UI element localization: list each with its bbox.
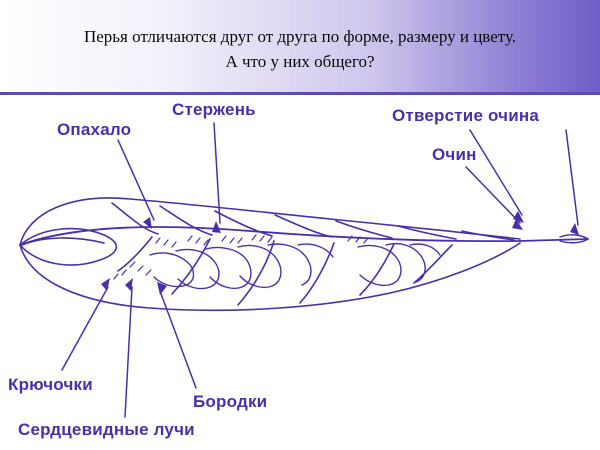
leader-otverstie-2 xyxy=(566,130,578,225)
slide-title xyxy=(0,24,600,74)
slide-title-line-2: А что у них общего? xyxy=(225,52,375,71)
barb-upper-2 xyxy=(160,206,212,235)
label-otverstie-ochina: Отверстие очина xyxy=(392,106,540,125)
barb-upper-5 xyxy=(336,221,392,238)
leader-otverstie xyxy=(470,130,522,215)
vane-upper-outline xyxy=(20,198,520,245)
feather-illustration xyxy=(0,95,600,450)
label-sterzhen: Стержень xyxy=(172,100,256,119)
label-opahalo: Опахало xyxy=(57,120,132,139)
feather-base-crease xyxy=(22,238,104,245)
label-serdcevidnye-luchi: Сердцевидные лучи xyxy=(18,420,195,439)
label-ochin: Очин xyxy=(432,145,477,164)
barb-upper-1 xyxy=(112,203,158,234)
label-borodki: Бородки xyxy=(193,392,268,411)
leader-borodki xyxy=(160,291,196,388)
leader-opahalo xyxy=(118,140,154,220)
barb-lower-5 xyxy=(360,244,394,295)
barb-lower-1 xyxy=(118,237,152,271)
barb-upper-6 xyxy=(398,226,456,239)
hooklet-ticks xyxy=(114,235,368,279)
arrow-kryuchochki xyxy=(101,278,110,291)
leader-ochin xyxy=(466,167,520,223)
barb-upper-7 xyxy=(462,231,514,240)
feather-diagram xyxy=(0,95,600,450)
label-kryuchochki: Крючочки xyxy=(8,375,93,394)
leader-kryuchochki xyxy=(62,287,108,370)
slide-title-line-1: Перья отличаются друг от друга по форме, размеру и цвету. xyxy=(83,27,517,46)
